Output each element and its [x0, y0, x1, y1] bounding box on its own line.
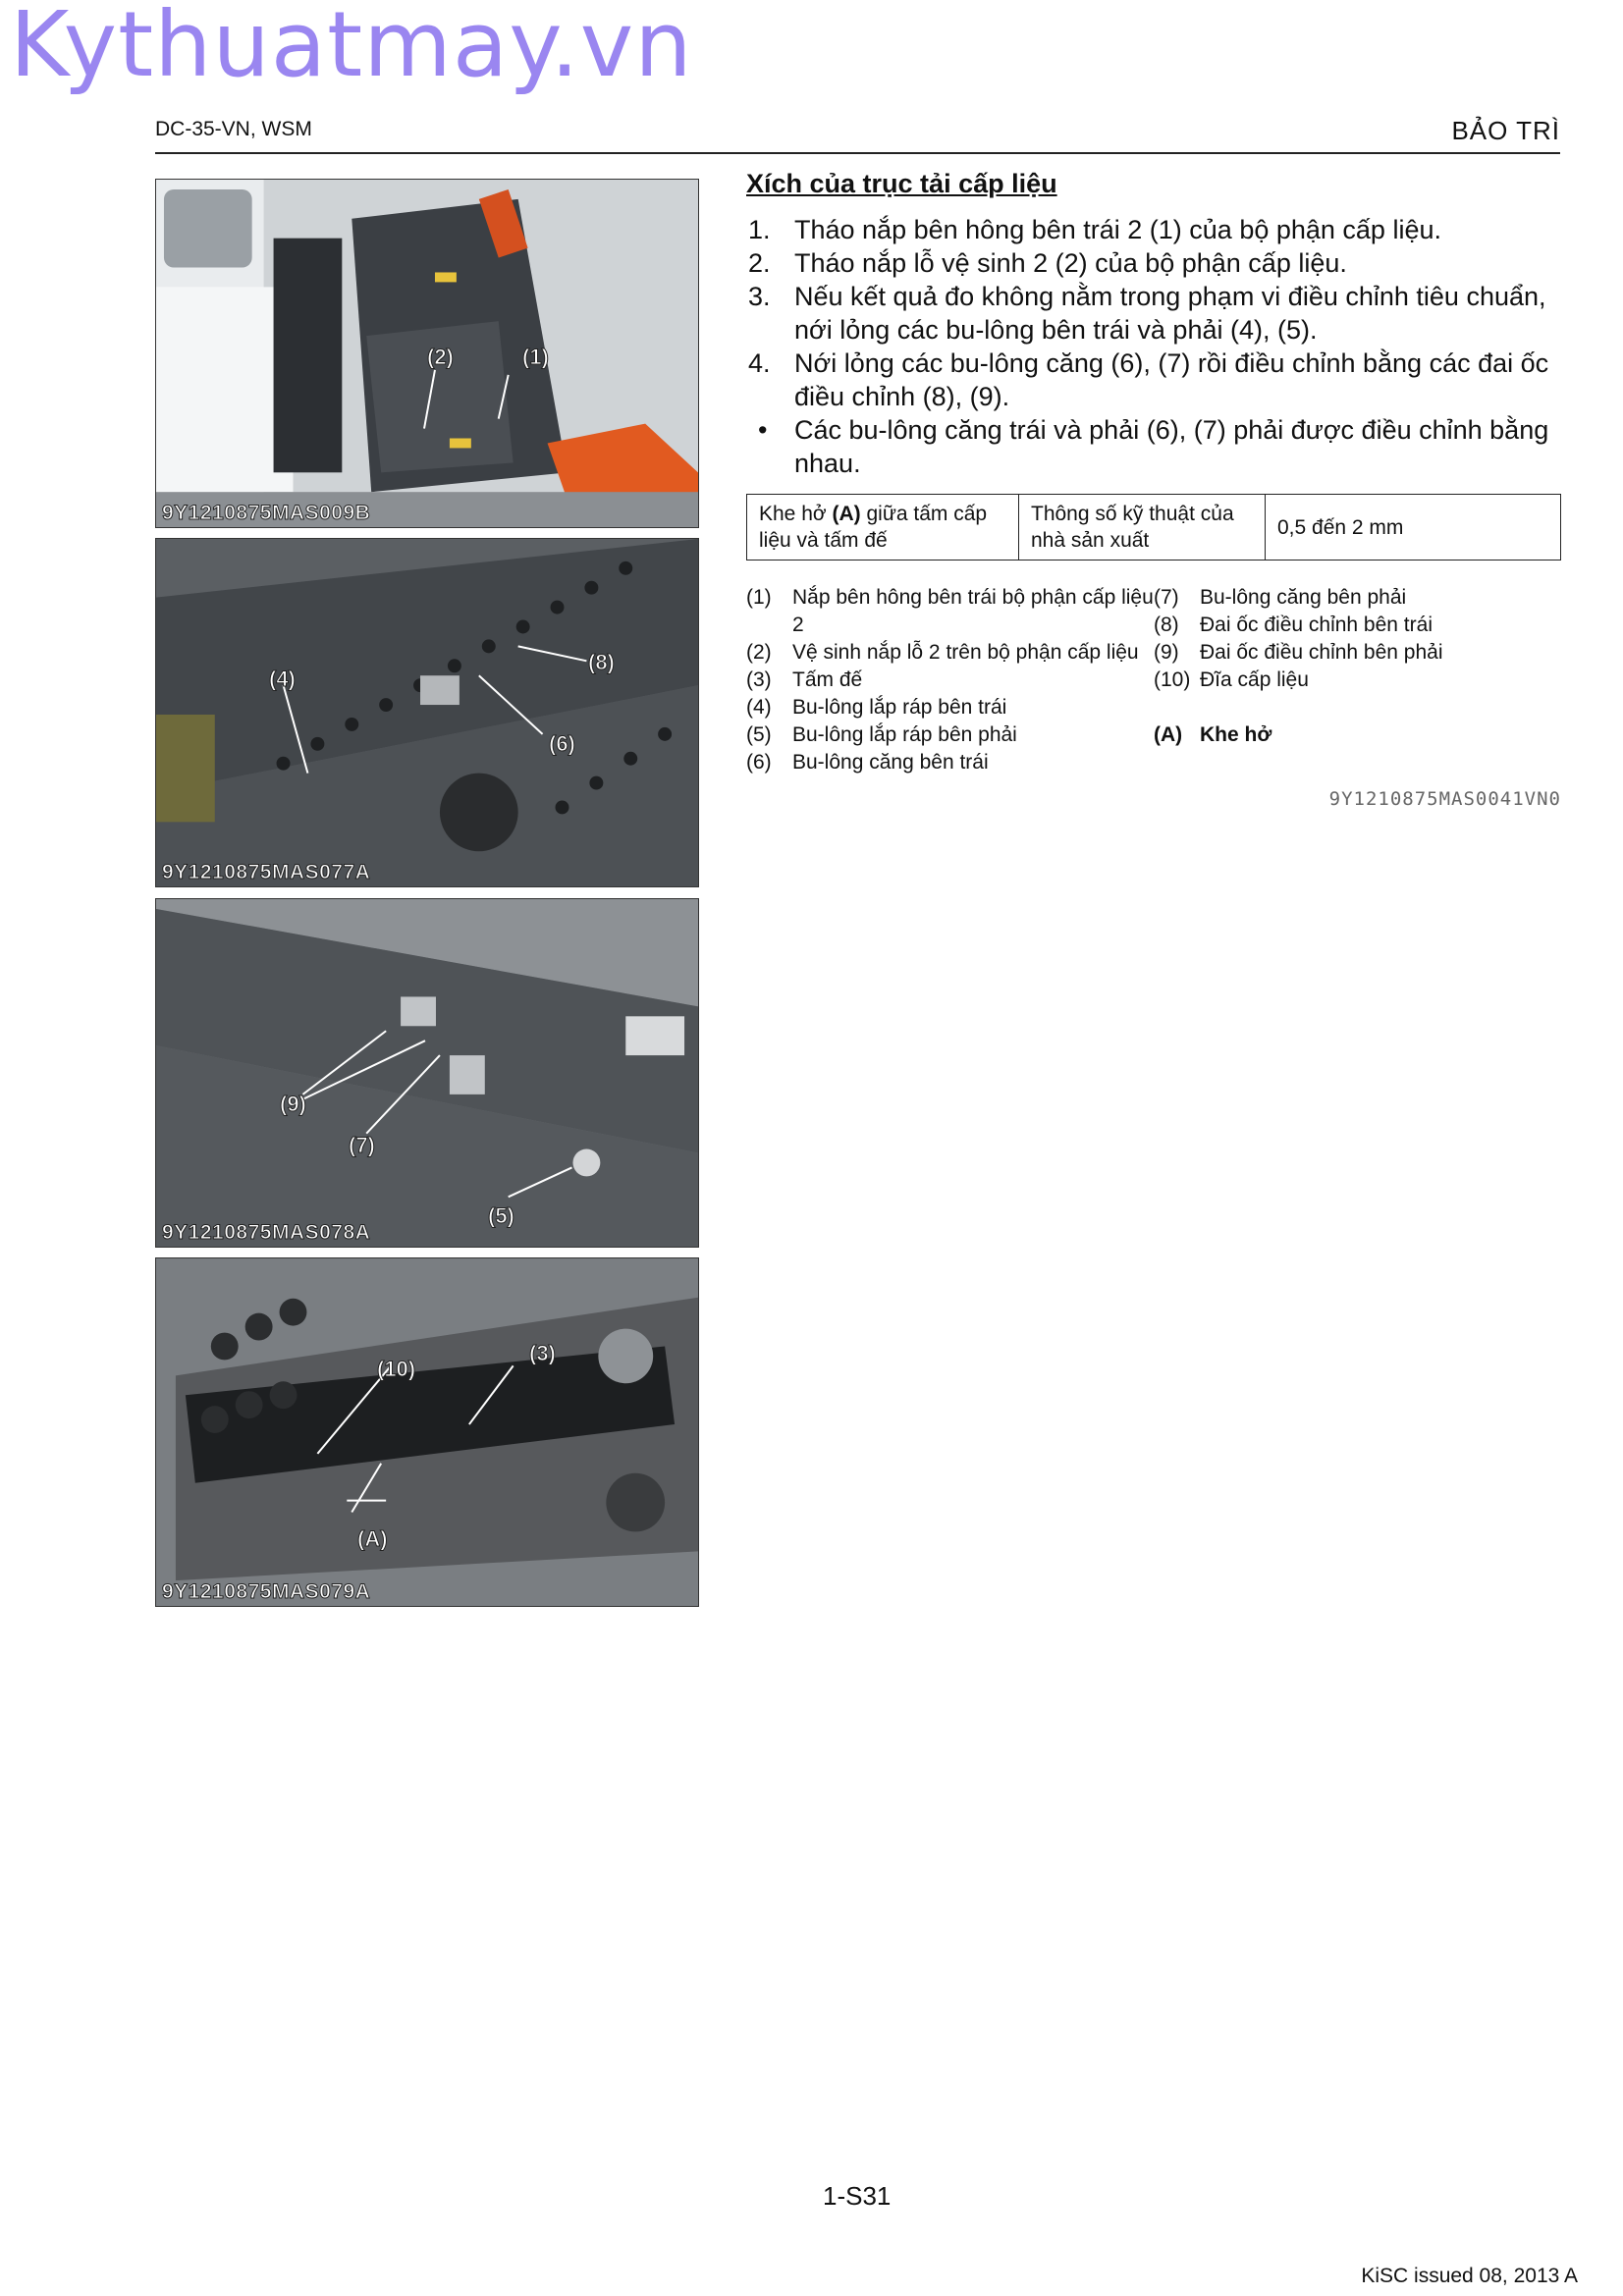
legend-item: (10) Đĩa cấp liệu — [1154, 668, 1309, 691]
legend-item: (5) Bu-lông lắp ráp bên phải — [746, 723, 1017, 746]
spec-table — [746, 494, 1561, 561]
step-item: 1. Tháo nắp bên hông bên trái 2 (1) của bộ phận cấp liệu. — [748, 215, 1441, 244]
photo-illustration — [156, 899, 698, 1247]
callout-2: (2) — [427, 345, 454, 369]
callout-7: (7) — [349, 1133, 375, 1157]
photo-feeder-plate-gap — [155, 1257, 699, 1607]
spec-label: Thông số kỹ thuật của nhà sản xuất — [1019, 495, 1266, 561]
section-title: Xích của trục tải cấp liệu — [746, 169, 1057, 198]
callout-6: (6) — [549, 731, 575, 756]
spec-item: Khe hở (A) giữa tấm cấp liệu và tấm đế — [747, 495, 1019, 561]
callout-4: (4) — [269, 667, 296, 691]
page-number: 1-S31 — [823, 2181, 892, 2211]
legend-item: (4) Bu-lông lắp ráp bên trái — [746, 696, 1007, 719]
header-section: BẢO TRÌ — [1451, 116, 1560, 145]
photo-feeder-side-cover — [155, 179, 699, 528]
legend-item: (8) Đai ốc điều chỉnh bên trái — [1154, 614, 1433, 636]
step-bullet: • Các bu-lông căng trái và phải (6), (7) phải được điều chỉnh bằng nhau. — [758, 415, 1549, 478]
watermark: Kythuatmay.vn — [10, 0, 693, 97]
callout-9: (9) — [280, 1092, 306, 1116]
legend-spacer — [1154, 694, 1561, 721]
callout-10: (10) — [377, 1357, 416, 1381]
legend-item: (7) Bu-lông căng bên phải — [1154, 586, 1407, 609]
legend-left — [746, 584, 1154, 776]
photo-chain-right-tension — [155, 898, 699, 1248]
legend — [746, 584, 1561, 776]
legend-item: (6) Bu-lông căng bên trái — [746, 751, 989, 774]
legend-item: (9) Đai ốc điều chỉnh bên phải — [1154, 641, 1443, 664]
callout-1: (1) — [522, 345, 549, 369]
header-model: DC-35-VN, WSM — [155, 118, 312, 140]
footer-issue: KiSC issued 08, 2013 A — [1361, 2265, 1578, 2287]
callout-A: (A) — [357, 1526, 388, 1551]
procedure-column — [746, 169, 1561, 810]
step-item: 4. Nới lỏng các bu-lông căng (6), (7) rồi điều chỉnh bằng các đai ốc điều chỉnh (8), (9). — [748, 348, 1549, 411]
callout-5: (5) — [488, 1203, 514, 1228]
legend-right — [1154, 584, 1561, 776]
callout-3: (3) — [529, 1341, 556, 1365]
legend-item-gap: (A) Khe hở — [1154, 723, 1272, 746]
procedure-steps — [746, 213, 1561, 480]
legend-item: (2) Vệ sinh nắp lỗ 2 trên bộ phận cấp liệu — [746, 641, 1139, 664]
photo-code: 9Y1210875MAS077A — [162, 861, 371, 883]
callout-8: (8) — [588, 650, 615, 674]
spec-value: 0,5 đến 2 mm — [1266, 495, 1561, 561]
step-item: 2. Tháo nắp lỗ vệ sinh 2 (2) của bộ phận cấp liệu. — [748, 248, 1347, 278]
photo-chain-left-tension — [155, 538, 699, 887]
header-rule — [155, 152, 1560, 154]
legend-item: (1) Nắp bên hông bên trái bộ phận cấp liệu 2 — [746, 586, 1154, 636]
photo-illustration — [156, 539, 698, 886]
photo-code: 9Y1210875MAS079A — [162, 1580, 371, 1603]
photo-illustration — [156, 1258, 698, 1606]
step-item: 3. Nếu kết quả đo không nằm trong phạm vi điều chỉnh tiêu chuẩn, nới lỏng các bu-lông bên trái và phải (4), (5). — [748, 282, 1546, 345]
photo-code: 9Y1210875MAS009B — [162, 502, 371, 524]
legend-item: (3) Tấm đế — [746, 668, 863, 691]
document-id: 9Y1210875MAS0041VN0 — [1328, 788, 1561, 810]
photo-code: 9Y1210875MAS078A — [162, 1221, 371, 1244]
